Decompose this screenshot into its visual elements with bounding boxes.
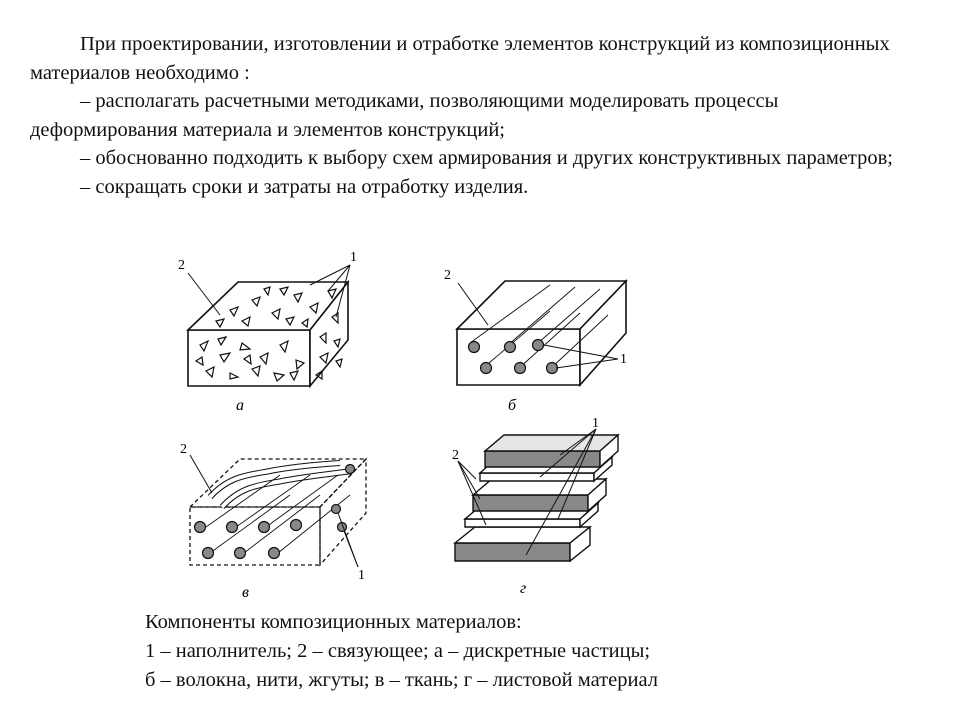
figure-v-fabric (170, 435, 390, 600)
intro-item: – сокращать сроки и затраты на отработку изделия. (80, 175, 529, 198)
figure-g-laminate (440, 415, 640, 600)
figure-b-label-1: 1 (620, 352, 627, 367)
figure-v-label-1: 1 (358, 568, 365, 583)
caption-title: Компоненты композиционных материалов: (145, 611, 522, 633)
figure-b-fibers (430, 255, 650, 420)
caption-line: б – волокна, нити, жгуты; в – ткань; г – листовой материал (145, 669, 658, 691)
figure-g-letter: г (520, 580, 527, 597)
figure-a-label-1: 1 (350, 250, 357, 265)
intro-item: – обоснованно подходить к выбору схем армирования и других конструктивных параметров; (80, 147, 893, 169)
figure-v-label-2: 2 (180, 442, 187, 457)
figure-a-label-2: 2 (178, 258, 185, 273)
figure-g-label-1: 1 (592, 416, 599, 431)
figure-a-discrete-particles (160, 245, 390, 420)
intro-item: – располагать расчетными методиками, позволяющими моделировать процессы деформирования материала и элементов конструкций; (30, 90, 779, 141)
intro-lead: При проектировании, изготовлении и отработке элементов конструкций из композиционных материалов необходимо : (30, 33, 890, 84)
figure-caption (145, 608, 845, 695)
figure-b-letter: б (508, 397, 517, 414)
figure-g-label-2: 2 (452, 448, 459, 463)
intro-text (30, 30, 910, 201)
figure-a-letter: а (236, 397, 244, 414)
caption-line: 1 – наполнитель; 2 – связующее; а – дискретные частицы; (145, 640, 651, 662)
figure-v-letter: в (242, 584, 249, 600)
figure-b-label-2: 2 (444, 268, 451, 283)
